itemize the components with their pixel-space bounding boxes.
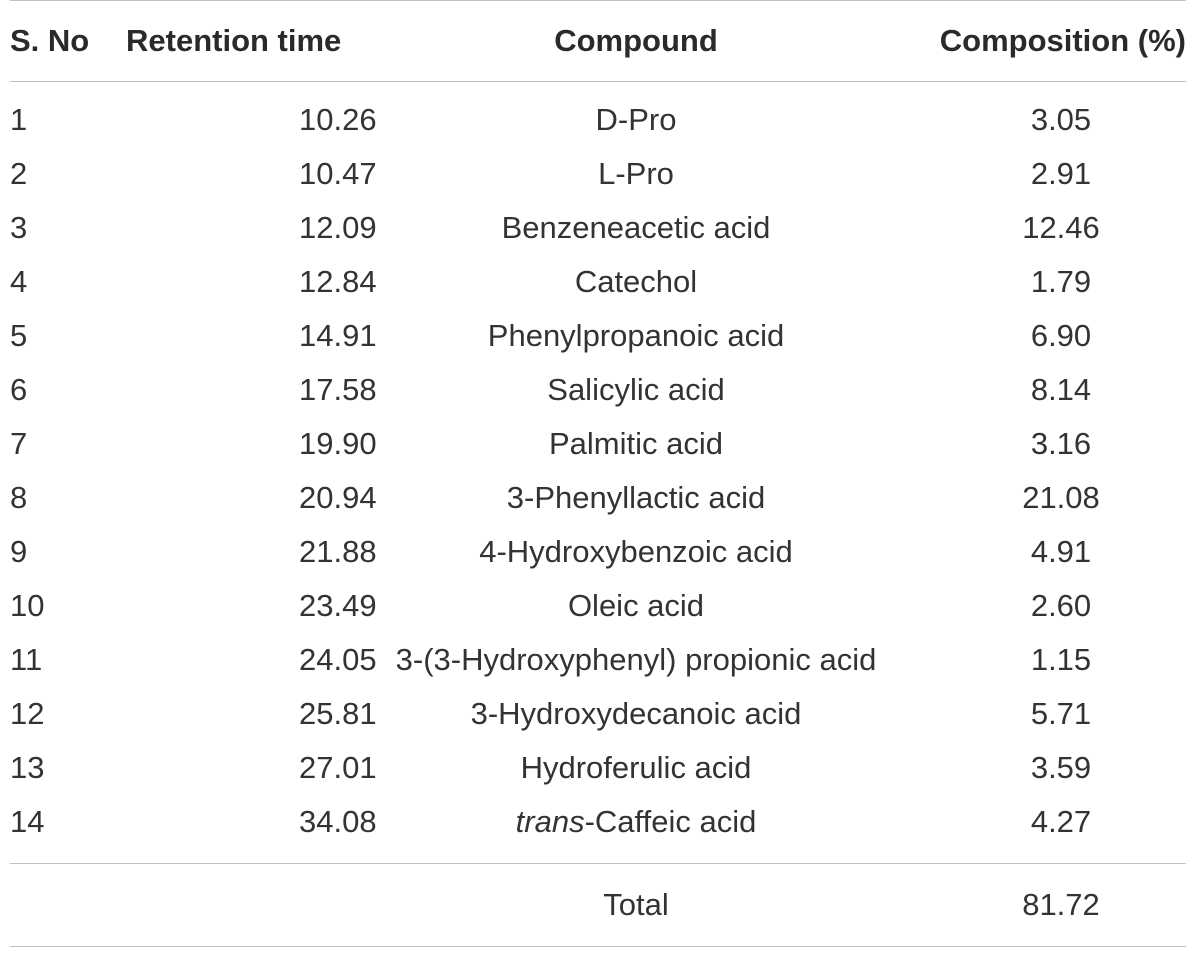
total-row xyxy=(10,864,1186,947)
table-row xyxy=(10,741,1186,795)
cell-composition: 4.91 xyxy=(1030,534,1092,569)
cell-retention-time: 27.01 xyxy=(299,750,377,785)
total-label: Total xyxy=(372,864,900,947)
total-empty-cell xyxy=(10,864,110,947)
table-row xyxy=(10,687,1186,741)
cell-composition: 3.16 xyxy=(1030,426,1092,461)
cell-compound xyxy=(372,795,900,864)
cell-retention-time: 20.94 xyxy=(299,480,377,515)
cell-composition: 3.05 xyxy=(1030,102,1092,137)
table-row xyxy=(10,147,1186,201)
header-retention-time: Retention time xyxy=(110,1,372,82)
cell-composition: 12.46 xyxy=(1022,210,1100,245)
table-row xyxy=(10,471,1186,525)
cell-composition: 3.59 xyxy=(1030,750,1092,785)
cell-retention-time: 24.05 xyxy=(299,642,377,677)
cell-retention-time: 12.09 xyxy=(299,210,377,245)
compound-table-container xyxy=(10,0,1186,947)
total-value: 81.72 xyxy=(900,864,1186,947)
cell-retention-time: 34.08 xyxy=(299,804,377,839)
header-sno: S. No xyxy=(10,1,110,82)
cell-sno: 8 xyxy=(10,480,28,515)
table-row xyxy=(10,201,1186,255)
cell-compound: 3-Phenyllactic acid xyxy=(506,480,766,515)
cell-composition: 4.27 xyxy=(1030,804,1092,839)
cell-retention-time: 14.91 xyxy=(299,318,377,353)
cell-compound: Benzeneacetic acid xyxy=(501,210,771,245)
cell-retention-time: 12.84 xyxy=(299,264,377,299)
cell-composition: 5.71 xyxy=(1030,696,1092,731)
cell-sno: 12 xyxy=(10,696,45,731)
table-row xyxy=(10,633,1186,687)
table-row xyxy=(10,82,1186,148)
cell-retention-time: 17.58 xyxy=(299,372,377,407)
cell-composition: 21.08 xyxy=(1022,480,1100,515)
cell-sno: 3 xyxy=(10,210,28,245)
compound-composition-table xyxy=(10,0,1186,947)
table-row xyxy=(10,579,1186,633)
cell-composition: 6.90 xyxy=(1030,318,1092,353)
cell-retention-time: 25.81 xyxy=(299,696,377,731)
cell-compound: Catechol xyxy=(574,264,698,299)
cell-sno: 13 xyxy=(10,750,45,785)
table-row xyxy=(10,255,1186,309)
cell-sno: 10 xyxy=(10,588,45,623)
compound-italic-prefix: trans xyxy=(515,804,585,839)
table-body xyxy=(10,82,1186,864)
cell-sno: 14 xyxy=(10,804,45,839)
cell-composition: 2.60 xyxy=(1030,588,1092,623)
header-row xyxy=(10,1,1186,82)
table-row xyxy=(10,417,1186,471)
header-composition: Composition (%) xyxy=(900,1,1186,82)
total-empty-cell xyxy=(110,864,372,947)
header-compound: Compound xyxy=(372,1,900,82)
cell-sno: 2 xyxy=(10,156,28,191)
cell-sno: 9 xyxy=(10,534,28,569)
table-row xyxy=(10,525,1186,579)
cell-compound: Phenylpropanoic acid xyxy=(487,318,785,353)
cell-sno: 4 xyxy=(10,264,28,299)
cell-compound: Salicylic acid xyxy=(547,372,725,407)
cell-retention-time: 19.90 xyxy=(299,426,377,461)
table-row xyxy=(10,795,1186,864)
cell-retention-time: 10.26 xyxy=(299,102,377,137)
cell-compound: 3-(3-Hydroxyphenyl) propionic acid xyxy=(395,642,877,677)
cell-compound: 3-Hydroxydecanoic acid xyxy=(470,696,802,731)
cell-sno: 11 xyxy=(10,642,43,677)
cell-sno: 7 xyxy=(10,426,28,461)
cell-retention-time: 21.88 xyxy=(299,534,377,569)
cell-sno: 6 xyxy=(10,372,28,407)
table-footer xyxy=(10,864,1186,947)
cell-retention-time: 23.49 xyxy=(299,588,377,623)
table-row xyxy=(10,363,1186,417)
cell-composition: 8.14 xyxy=(1030,372,1092,407)
cell-compound: Palmitic acid xyxy=(549,426,723,461)
cell-compound: Hydroferulic acid xyxy=(520,750,752,785)
cell-composition: 1.15 xyxy=(1030,642,1092,677)
compound-name-suffix: -Caffeic acid xyxy=(584,804,757,839)
table-header xyxy=(10,1,1186,82)
cell-compound: Oleic acid xyxy=(567,588,705,623)
cell-compound: D-Pro xyxy=(595,102,677,137)
cell-sno: 1 xyxy=(10,102,28,137)
cell-compound: L-Pro xyxy=(598,156,674,191)
table-row xyxy=(10,309,1186,363)
cell-compound: 4-Hydroxybenzoic acid xyxy=(479,534,793,569)
cell-sno: 5 xyxy=(10,318,28,353)
cell-composition: 2.91 xyxy=(1030,156,1092,191)
cell-composition: 1.79 xyxy=(1030,264,1092,299)
cell-retention-time: 10.47 xyxy=(299,156,377,191)
